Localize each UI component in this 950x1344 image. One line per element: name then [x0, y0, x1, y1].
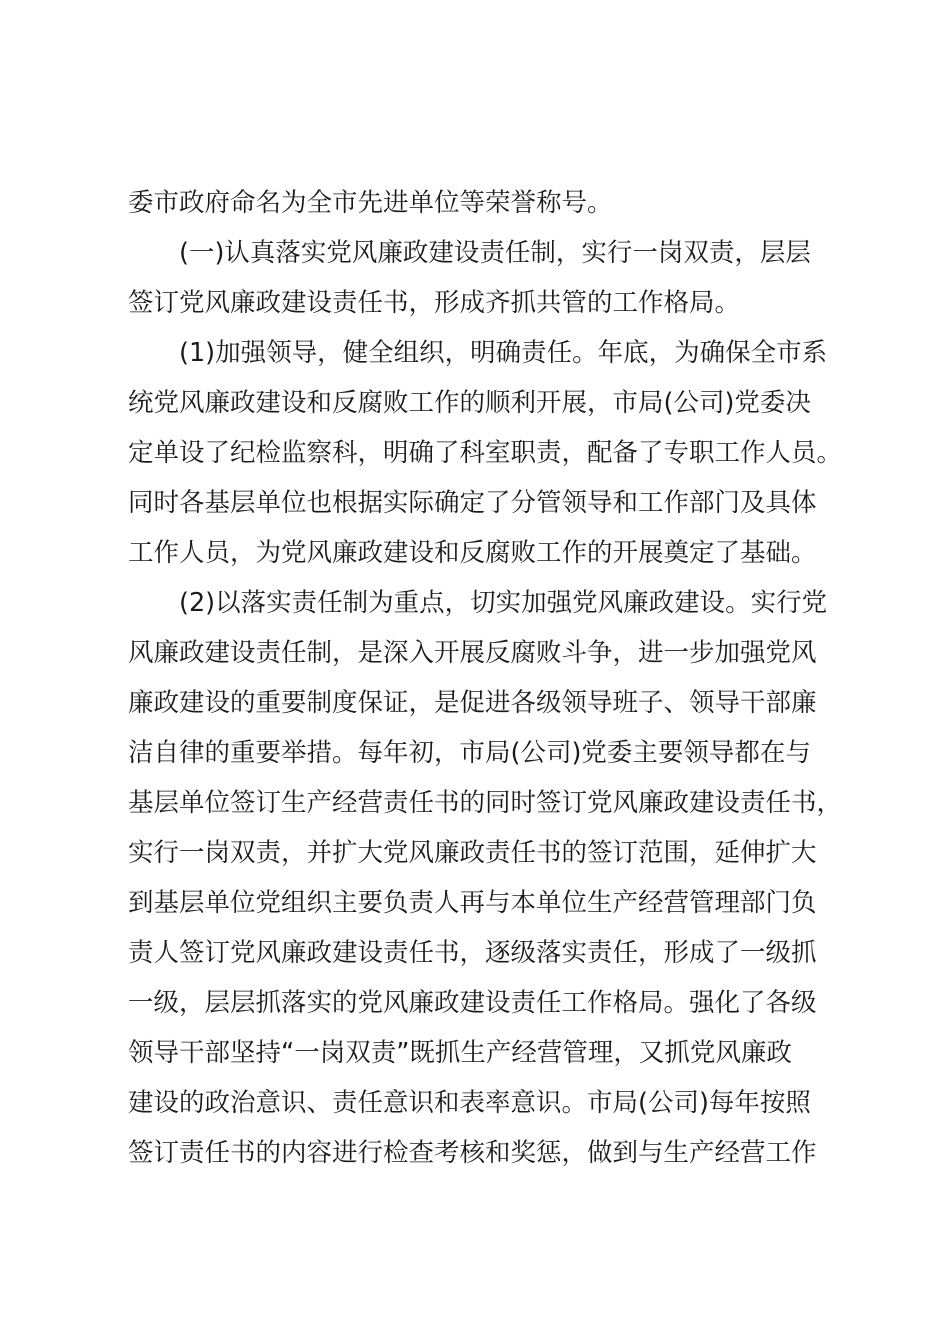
text-line: 同时各基层单位也根据实际确定了分管领导和工作部门及具体 — [128, 488, 817, 518]
text-line: 领导干部坚持“一岗双责”既抓生产经营管理，又抓党风廉政 — [128, 1038, 792, 1068]
text-line: 到基层单位党组织主要负责人再与本单位生产经营管理部门负 — [128, 888, 817, 918]
paragraph-start-line: (一)认真落实党风廉政建设责任制，实行一岗双责，层层 — [179, 238, 811, 268]
text-line: 工作人员，为党风廉政建设和反腐败工作的开展奠定了基础。 — [128, 538, 817, 568]
text-line: 一级，层层抓落实的党风廉政建设责任工作格局。强化了各级 — [128, 988, 817, 1018]
text-line: 基层单位签订生产经营责任书的同时签订党风廉政建设责任书， — [128, 788, 843, 818]
text-line: 签订党风廉政建设责任书，形成齐抓共管的工作格局。 — [128, 288, 741, 318]
text-line: 委市政府命名为全市先进单位等荣誉称号。 — [128, 188, 613, 218]
paragraph-start-line: (1)加强领导，健全组织，明确责任。年底，为确保全市系 — [179, 338, 828, 368]
text-line: 实行一岗双责，并扩大党风廉政责任书的签订范围，延伸扩大 — [128, 838, 817, 868]
paragraph-start-line: (2)以落实责任制为重点，切实加强党风廉政建设。实行党 — [179, 588, 828, 618]
text-line: 建设的政治意识、责任意识和表率意识。市局(公司)每年按照 — [128, 1088, 811, 1118]
text-line: 签订责任书的内容进行检查考核和奖惩，做到与生产经营工作 — [128, 1138, 817, 1168]
text-line: 定单设了纪检监察科，明确了科室职责，配备了专职工作人员。 — [128, 438, 843, 468]
text-line: 风廉政建设责任制，是深入开展反腐败斗争，进一步加强党风 — [128, 638, 817, 668]
text-line: 统党风廉政建设和反腐败工作的顺利开展，市局(公司)党委决 — [128, 388, 811, 418]
text-line: 洁自律的重要举措。每年初，市局(公司)党委主要领导都在与 — [128, 738, 811, 768]
text-line: 廉政建设的重要制度保证，是促进各级领导班子、领导干部廉 — [128, 688, 817, 718]
body-text — [128, 178, 848, 1178]
text-line: 责人签订党风廉政建设责任书，逐级落实责任，形成了一级抓 — [128, 938, 817, 968]
